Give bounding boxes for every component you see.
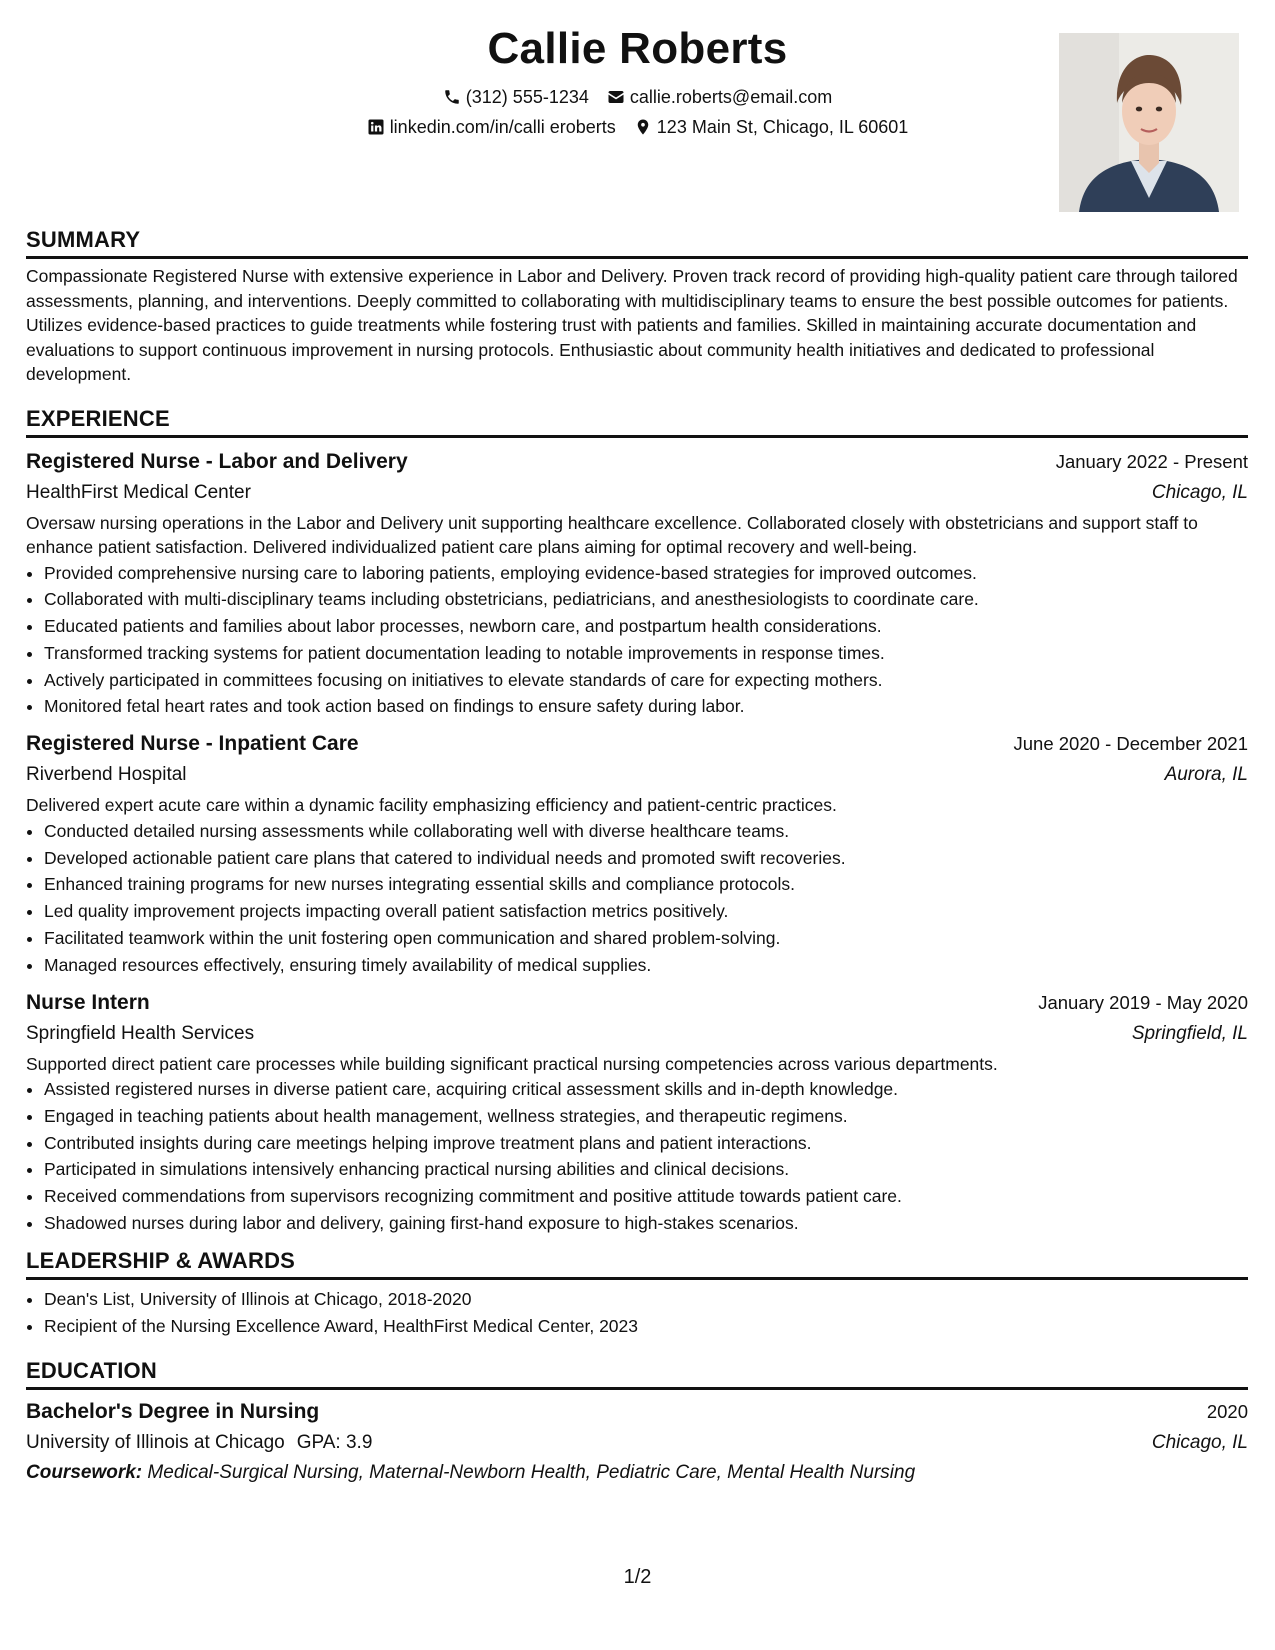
list-item: • Shadowed nurses during labor and delivery, gaining first-hand exposure to high-stakes scenarios. [44,1210,1248,1237]
job-description: Delivered expert acute care within a dynamic facility emphasizing efficiency and patient-centric practices. [26,795,837,816]
list-item: • Developed actionable patient care plans that catered to individual needs and promoted swift recoveries. [44,845,1248,872]
list-item: • Collaborated with multi-disciplinary teams including obstetricians, pediatricians, and anesthesiologists to coordinate care. [44,586,1248,613]
job-description: Oversaw nursing operations in the Labor and Delivery unit supporting healthcare excellence. Collaborated closely with obstetricians and support staff to enhance patient satisfaction. Delivered individualized patient care plans aiming for optimal recovery and well-being. [26,512,1198,557]
list-item: • Contributed insights during care meetings helping improve treatment plans and patient interactions. [44,1130,1248,1157]
school-info [26,1428,372,1458]
resume-body [26,226,1248,1506]
list-item: • Actively participated in committees focusing on initiatives to elevate standards of care for expecting mothers. [44,667,1248,694]
envelope-icon [607,88,625,106]
list-item: • Assisted registered nurses in diverse patient care, acquiring critical assessment skills and in-depth knowledge. [44,1076,1248,1103]
list-item: • Dean's List, University of Illinois at Chicago, 2018-2020 [44,1286,1248,1313]
list-item: • Educated patients and families about labor processes, newborn care, and postpartum health considerations. [44,613,1248,640]
leadership-heading: LEADERSHIP & AWARDS [26,1247,1248,1280]
job-company: HealthFirst Medical Center [26,481,251,503]
address-text: 123 Main St, Chicago, IL 60601 [656,117,909,137]
job-dates: January 2019 - May 2020 [1038,991,1248,1013]
coursework-line [26,1458,1248,1488]
job-location: Springfield, IL [1131,1022,1248,1044]
list-item: • Conducted detailed nursing assessments while collaborating well with diverse healthcare teams. [44,818,1248,845]
experience-section [26,405,1248,1237]
phone-number: (312) 555-1234 [465,87,589,107]
list-item: • Enhanced training programs for new nurses integrating essential skills and compliance protocols. [44,871,1248,898]
job-header-row [26,446,1248,477]
job-header-row [26,728,1248,759]
education-school-row [26,1427,1248,1458]
summary-section [26,226,1248,387]
job-header-row [26,987,1248,1018]
summary-text: Compassionate Registered Nurse with extensive experience in Labor and Delivery. Proven track record of providing high-quality patient care through tailored assessments, planning, and interventions. Deeply committed to collaborating with multidisciplinary teams to ensure the best possible outcomes for patients. Utilizes evidence-based practices to guide treatments while fostering trust with patients and families. Skilled in maintaining accurate documentation and evaluations to support continuous improvement in nursing protocols. Enthusiastic about community health initiatives and dedicated to professional development. [26,266,1238,384]
degree-title: Bachelor's Degree in Nursing [26,1400,320,1424]
job-bullets [26,560,1248,721]
job-company: Riverbend Hospital [26,764,187,786]
job-company-row [26,477,1248,508]
map-pin-icon [634,118,652,136]
job-entry [26,987,1248,1237]
experience-heading: EXPERIENCE [26,405,1248,438]
job-title: Registered Nurse - Labor and Delivery [26,449,408,473]
list-item: • Participated in simulations intensively enhancing practical nursing abilities and clinical decisions. [44,1156,1248,1183]
candidate-name: Callie Roberts [487,24,788,73]
job-location: Aurora, IL [1164,764,1248,786]
list-item: • Managed resources effectively, ensuring timely availability of medical supplies. [44,952,1248,979]
job-dates: June 2020 - December 2021 [1013,733,1248,755]
address-contact [634,112,909,142]
list-item: • Transformed tracking systems for patient documentation leading to notable improvements in response times. [44,640,1248,667]
leadership-bullets [26,1286,1248,1340]
linkedin-icon [367,118,385,136]
job-location: Chicago, IL [1151,481,1248,503]
job-entry [26,728,1248,978]
job-entry [26,446,1248,721]
profile-photo [1059,33,1239,212]
school-location: Chicago, IL [1151,1432,1248,1454]
list-item: • Engaged in teaching patients about health management, wellness strategies, and therapeutic regimens. [44,1103,1248,1130]
linkedin-url[interactable]: linkedin.com/in/calli eroberts [389,117,616,137]
list-item: • Facilitated teamwork within the unit fostering open communication and shared problem-solving. [44,925,1248,952]
leadership-section [26,1247,1248,1340]
list-item: • Led quality improvement projects impacting overall patient satisfaction metrics positively. [44,898,1248,925]
job-bullets [26,818,1248,979]
list-item: • Recipient of the Nursing Excellence Award, HealthFirst Medical Center, 2023 [44,1313,1248,1340]
job-company-row [26,759,1248,790]
school-name: University of Illinois at Chicago [26,1432,285,1454]
phone-contact [443,82,589,112]
graduation-year: 2020 [1206,1401,1248,1423]
portrait-illustration [1059,33,1239,212]
education-section [26,1357,1248,1488]
coursework-label: Coursework: [26,1462,143,1484]
job-description: Supported direct patient care processes while building significant practical nursing competencies across various departments. [26,1053,998,1074]
job-company-row [26,1018,1248,1049]
list-item: • Monitored fetal heart rates and took action based on findings to ensure safety during labor. [44,693,1248,720]
job-title: Registered Nurse - Inpatient Care [26,732,359,756]
list-item: • Received commendations from supervisors recognizing commitment and positive attitude towards patient care. [44,1183,1248,1210]
email-contact[interactable] [607,82,832,112]
job-title: Nurse Intern [26,990,150,1014]
email-address[interactable]: callie.roberts@email.com [629,87,833,107]
linkedin-contact[interactable] [367,112,616,142]
job-company: Springfield Health Services [26,1022,255,1044]
coursework-list: Medical-Surgical Nursing, Maternal-Newborn Health, Pediatric Care, Mental Health Nursing [147,1462,916,1484]
job-bullets [26,1076,1248,1237]
education-degree-row [26,1396,1248,1427]
job-dates: January 2022 - Present [1055,450,1248,472]
gpa: GPA: 3.9 [296,1432,373,1454]
page-number: 1/2 [623,1566,652,1588]
list-item: • Provided comprehensive nursing care to laboring patients, employing evidence-based strategies for improved outcomes. [44,560,1248,587]
education-heading: EDUCATION [26,1357,1248,1390]
phone-icon [443,88,461,106]
summary-heading: SUMMARY [26,226,1248,259]
